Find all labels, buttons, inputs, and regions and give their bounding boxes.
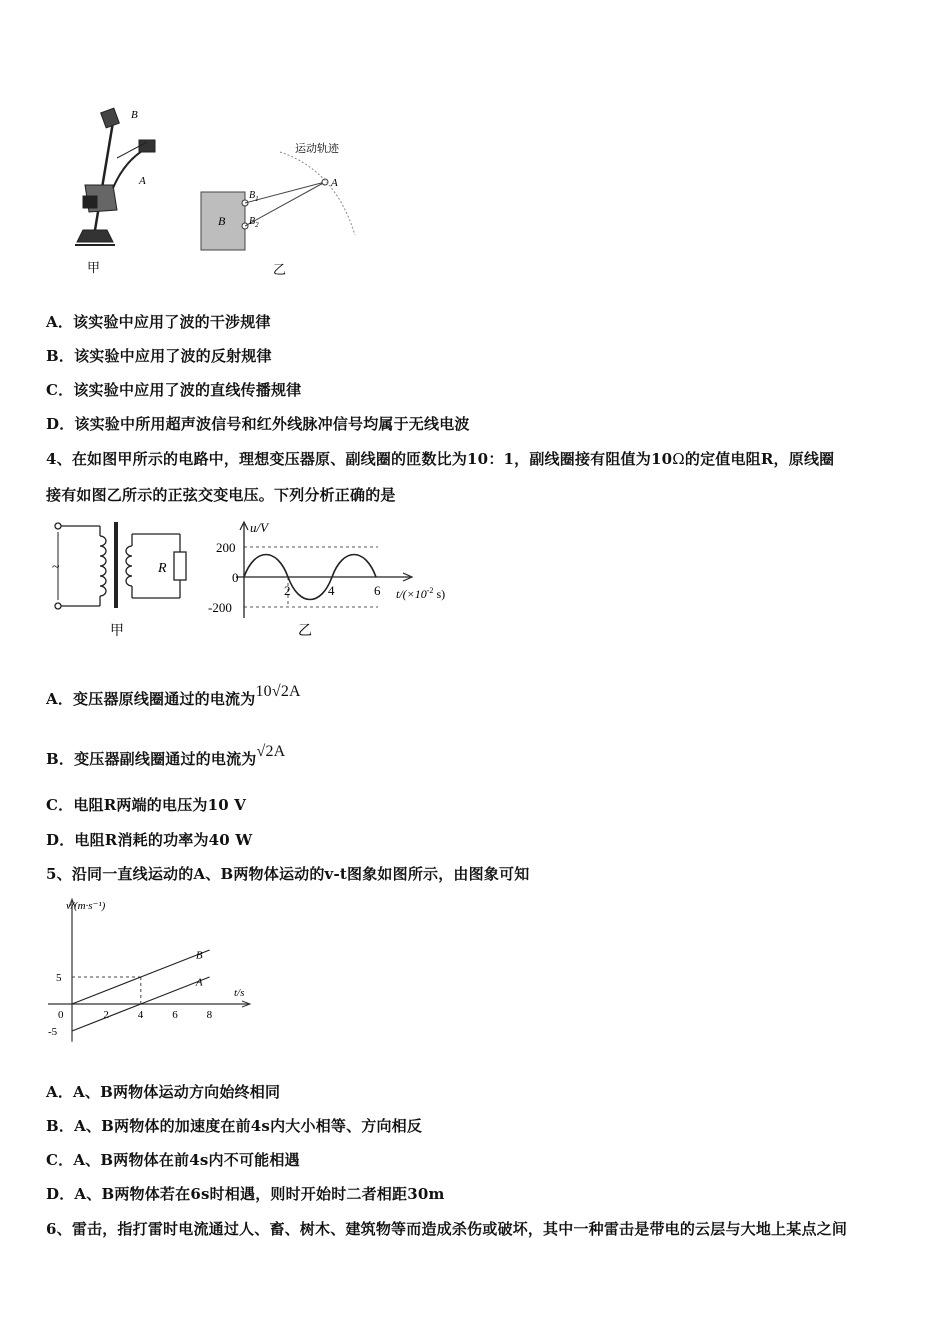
y-tick-200: 200 xyxy=(216,540,236,555)
y-axis-label: v/(m·s⁻¹) xyxy=(66,900,106,912)
series-label-B: B xyxy=(195,949,203,962)
q3-option-c[interactable]: C．该实验中应用了波的直线传播规律 xyxy=(46,381,302,399)
q4-option-a-math: 10√2A xyxy=(255,683,301,700)
omega-symbol: Ω xyxy=(672,450,685,468)
y-tick-5: 5 xyxy=(56,972,62,984)
q3-option-a[interactable]: A．该实验中应用了波的干涉规律 xyxy=(46,313,271,331)
q5-option-a[interactable]: A．A、B两物体运动方向始终相同 xyxy=(46,1083,281,1101)
y-tick-0: 0 xyxy=(232,570,239,585)
q4-stem-part1: 4、在如图甲所示的电路中，理想变压器原、副线圈的匝数比为10：1，副线圈接有阻值为10 xyxy=(46,450,673,468)
y-axis-label: u/V xyxy=(250,520,269,535)
q4-option-d[interactable]: D．电阻R消耗的功率为40 W xyxy=(46,831,253,849)
trajectory-yi xyxy=(201,152,355,250)
q3-option-b[interactable]: B．该实验中应用了波的反射规律 xyxy=(46,347,272,365)
q4-option-a-text: A．变压器原线圈通过的电流为 xyxy=(46,690,256,708)
voltage-graph xyxy=(200,518,480,643)
x-tick-4: 4 xyxy=(137,1009,144,1021)
label-B1: $B_1$ xyxy=(249,190,259,203)
y-tick-neg200: -200 xyxy=(208,600,232,615)
x-tick-6: 6 xyxy=(374,583,381,598)
q4-stem-line1 xyxy=(46,448,834,469)
x-tick-2: 2 xyxy=(103,1009,109,1021)
x-tick-2: 2 xyxy=(284,583,291,598)
q5-stem: 5、沿同一直线运动的A、B两物体运动的v-t图象如图所示，由图象可知 xyxy=(46,865,530,883)
x-tick-0: 0 xyxy=(58,1009,64,1021)
x-tick-6: 6 xyxy=(172,1009,178,1021)
q5-option-b[interactable]: B．A、B两物体的加速度在前4s内大小相等、方向相反 xyxy=(46,1117,423,1135)
label-A-yi: A xyxy=(331,177,338,189)
q4-option-c[interactable]: C．电阻R两端的电压为10 V xyxy=(46,796,247,814)
graph-label: 乙 xyxy=(298,624,312,639)
q4-option-b-text: B．变压器副线圈通过的电流为 xyxy=(46,750,257,768)
label-jia: 甲 xyxy=(87,260,101,275)
circuit-label: 甲 xyxy=(110,624,124,639)
q4-stem-line2: 接有如图乙所示的正弦交变电压。下列分析正确的是 xyxy=(46,486,396,504)
resistor-label: R xyxy=(158,561,167,576)
trajectory-label: 运动轨迹 xyxy=(295,143,339,155)
q5-option-d[interactable]: D．A、B两物体若在6s时相遇，则时开始时二者相距30m xyxy=(46,1185,445,1203)
vt-chart xyxy=(44,893,264,1063)
y-tick--5: -5 xyxy=(48,1026,58,1038)
label-B2: $B_2$ xyxy=(249,216,259,229)
x-tick-4: 4 xyxy=(328,583,335,598)
x-axis-label: t/s xyxy=(234,987,245,999)
label-B-jia: B xyxy=(131,109,138,121)
x-tick-8: 8 xyxy=(206,1009,213,1021)
label-B-box: B xyxy=(218,214,226,228)
label-yi: 乙 xyxy=(273,262,287,277)
q3-option-d[interactable]: D．该实验中所用超声波信号和红外线脉冲信号均属于无线电波 xyxy=(46,415,470,433)
q4-option-a[interactable] xyxy=(46,683,301,709)
label-A-jia: A xyxy=(139,175,146,187)
x-axis-label: $t/(\times 10^{-2}$ s) xyxy=(396,586,446,601)
experiment-figure xyxy=(55,100,375,285)
q4-option-b-math: √2A xyxy=(256,743,286,760)
series-label-A: A xyxy=(195,976,203,989)
ac-symbol: ~ xyxy=(52,560,60,575)
q4-stem-part2: 的定值电阻R，原线圈 xyxy=(684,450,835,468)
q5-option-c[interactable]: C．A、B两物体在前4s内不可能相遇 xyxy=(46,1151,300,1169)
transformer-circuit xyxy=(48,518,198,643)
q6-stem: 6、雷击，指打雷时电流通过人、畜、树木、建筑物等而造成杀伤或破坏，其中一种雷击是带电的云层与大地上某点之间 xyxy=(46,1220,848,1238)
q4-option-b[interactable] xyxy=(46,743,286,769)
